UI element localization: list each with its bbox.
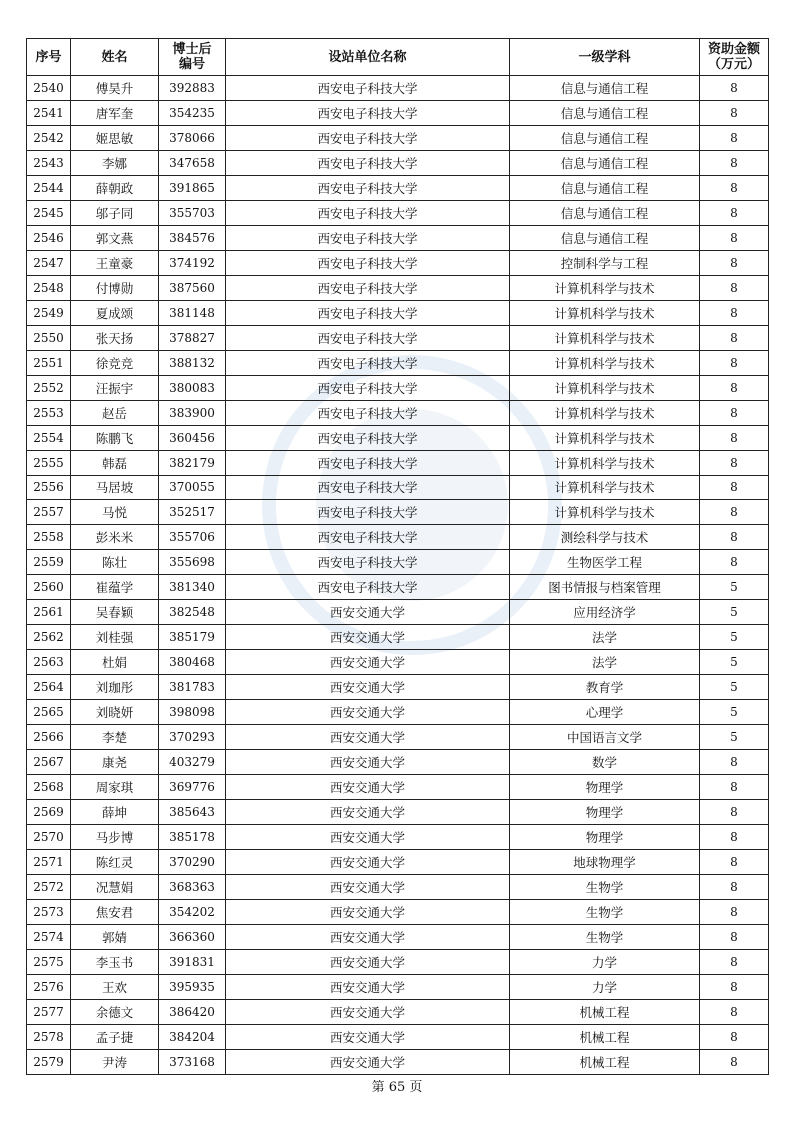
cell-seq: 2540 bbox=[27, 76, 71, 101]
cell-seq: 2557 bbox=[27, 500, 71, 525]
table-row bbox=[27, 775, 769, 800]
cell-discipline: 力学 bbox=[510, 974, 700, 999]
cell-unit: 西安交通大学 bbox=[226, 800, 510, 825]
table-row bbox=[27, 500, 769, 525]
cell-amount: 8 bbox=[700, 325, 769, 350]
cell-name: 杜娟 bbox=[71, 650, 159, 675]
cell-unit: 西安电子科技大学 bbox=[226, 225, 510, 250]
cell-discipline: 机械工程 bbox=[510, 999, 700, 1024]
cell-postdoc-id: 373168 bbox=[159, 1049, 226, 1074]
cell-postdoc-id: 385178 bbox=[159, 825, 226, 850]
cell-name: 徐竞竞 bbox=[71, 350, 159, 375]
cell-discipline: 计算机科学与技术 bbox=[510, 450, 700, 475]
cell-postdoc-id: 386420 bbox=[159, 999, 226, 1024]
cell-discipline: 计算机科学与技术 bbox=[510, 500, 700, 525]
cell-postdoc-id: 366360 bbox=[159, 924, 226, 949]
table-row bbox=[27, 375, 769, 400]
cell-seq: 2551 bbox=[27, 350, 71, 375]
cell-name: 郭婧 bbox=[71, 924, 159, 949]
cell-amount: 8 bbox=[700, 525, 769, 550]
cell-postdoc-id: 384576 bbox=[159, 225, 226, 250]
cell-postdoc-id: 391831 bbox=[159, 949, 226, 974]
cell-seq: 2565 bbox=[27, 700, 71, 725]
cell-seq: 2563 bbox=[27, 650, 71, 675]
cell-unit: 西安电子科技大学 bbox=[226, 400, 510, 425]
cell-amount: 8 bbox=[700, 775, 769, 800]
cell-name: 况慧娟 bbox=[71, 875, 159, 900]
cell-postdoc-id: 382179 bbox=[159, 450, 226, 475]
cell-name: 孟子捷 bbox=[71, 1024, 159, 1049]
cell-unit: 西安电子科技大学 bbox=[226, 200, 510, 225]
cell-postdoc-id: 387560 bbox=[159, 275, 226, 300]
cell-discipline: 地球物理学 bbox=[510, 850, 700, 875]
cell-seq: 2555 bbox=[27, 450, 71, 475]
table-row bbox=[27, 525, 769, 550]
cell-seq: 2560 bbox=[27, 575, 71, 600]
cell-seq: 2552 bbox=[27, 375, 71, 400]
cell-postdoc-id: 360456 bbox=[159, 425, 226, 450]
table-row bbox=[27, 700, 769, 725]
cell-discipline: 生物医学工程 bbox=[510, 550, 700, 575]
cell-name: 王欢 bbox=[71, 974, 159, 999]
cell-unit: 西安电子科技大学 bbox=[226, 100, 510, 125]
cell-discipline: 计算机科学与技术 bbox=[510, 400, 700, 425]
page-number: 第 65 页 bbox=[371, 1080, 423, 1095]
cell-unit: 西安交通大学 bbox=[226, 949, 510, 974]
table-row bbox=[27, 76, 769, 101]
cell-amount: 8 bbox=[700, 150, 769, 175]
header-amount-line1: 资助金额 bbox=[707, 42, 760, 57]
cell-unit: 西安交通大学 bbox=[226, 650, 510, 675]
table-row bbox=[27, 825, 769, 850]
cell-seq: 2548 bbox=[27, 275, 71, 300]
cell-name: 张天扬 bbox=[71, 325, 159, 350]
table-body bbox=[27, 76, 769, 1075]
table-row bbox=[27, 325, 769, 350]
cell-discipline: 教育学 bbox=[510, 675, 700, 700]
cell-seq: 2561 bbox=[27, 600, 71, 625]
cell-seq: 2558 bbox=[27, 525, 71, 550]
cell-discipline: 机械工程 bbox=[510, 1024, 700, 1049]
cell-name: 焦安君 bbox=[71, 899, 159, 924]
table-row bbox=[27, 475, 769, 500]
cell-unit: 西安电子科技大学 bbox=[226, 300, 510, 325]
cell-seq: 2550 bbox=[27, 325, 71, 350]
cell-discipline: 计算机科学与技术 bbox=[510, 475, 700, 500]
cell-name: 夏成颂 bbox=[71, 300, 159, 325]
table-row bbox=[27, 275, 769, 300]
cell-postdoc-id: 380468 bbox=[159, 650, 226, 675]
cell-unit: 西安交通大学 bbox=[226, 899, 510, 924]
cell-discipline: 信息与通信工程 bbox=[510, 175, 700, 200]
cell-seq: 2567 bbox=[27, 750, 71, 775]
table-row bbox=[27, 600, 769, 625]
cell-amount: 8 bbox=[700, 225, 769, 250]
table-row bbox=[27, 1049, 769, 1074]
cell-unit: 西安交通大学 bbox=[226, 750, 510, 775]
table-row bbox=[27, 400, 769, 425]
cell-name: 王童豪 bbox=[71, 250, 159, 275]
cell-name: 彭米米 bbox=[71, 525, 159, 550]
header-seq: 序号 bbox=[27, 39, 71, 76]
table-row bbox=[27, 350, 769, 375]
cell-seq: 2541 bbox=[27, 100, 71, 125]
table-row bbox=[27, 850, 769, 875]
table-row bbox=[27, 425, 769, 450]
table-row bbox=[27, 100, 769, 125]
cell-postdoc-id: 383900 bbox=[159, 400, 226, 425]
cell-name: 郭文燕 bbox=[71, 225, 159, 250]
cell-postdoc-id: 354202 bbox=[159, 899, 226, 924]
cell-seq: 2564 bbox=[27, 675, 71, 700]
cell-seq: 2579 bbox=[27, 1049, 71, 1074]
cell-discipline: 中国语言文学 bbox=[510, 725, 700, 750]
cell-amount: 8 bbox=[700, 875, 769, 900]
cell-unit: 西安电子科技大学 bbox=[226, 150, 510, 175]
cell-postdoc-id: 369776 bbox=[159, 775, 226, 800]
cell-seq: 2553 bbox=[27, 400, 71, 425]
cell-postdoc-id: 355703 bbox=[159, 200, 226, 225]
cell-postdoc-id: 385179 bbox=[159, 625, 226, 650]
cell-amount: 8 bbox=[700, 175, 769, 200]
cell-discipline: 生物学 bbox=[510, 924, 700, 949]
cell-postdoc-id: 378066 bbox=[159, 125, 226, 150]
cell-discipline: 测绘科学与技术 bbox=[510, 525, 700, 550]
table-row bbox=[27, 200, 769, 225]
cell-discipline: 计算机科学与技术 bbox=[510, 300, 700, 325]
table-row bbox=[27, 575, 769, 600]
header-amount bbox=[700, 39, 769, 76]
cell-postdoc-id: 370055 bbox=[159, 475, 226, 500]
cell-unit: 西安交通大学 bbox=[226, 700, 510, 725]
cell-discipline: 计算机科学与技术 bbox=[510, 275, 700, 300]
cell-seq: 2549 bbox=[27, 300, 71, 325]
cell-postdoc-id: 378827 bbox=[159, 325, 226, 350]
header-postdoc-id-line2: 编号 bbox=[178, 57, 205, 72]
header-name: 姓名 bbox=[71, 39, 159, 76]
cell-postdoc-id: 385643 bbox=[159, 800, 226, 825]
table-row bbox=[27, 999, 769, 1024]
cell-discipline: 法学 bbox=[510, 625, 700, 650]
cell-discipline: 生物学 bbox=[510, 899, 700, 924]
cell-amount: 8 bbox=[700, 999, 769, 1024]
cell-discipline: 计算机科学与技术 bbox=[510, 375, 700, 400]
cell-seq: 2569 bbox=[27, 800, 71, 825]
cell-name: 周家琪 bbox=[71, 775, 159, 800]
cell-name: 唐军奎 bbox=[71, 100, 159, 125]
cell-postdoc-id: 381148 bbox=[159, 300, 226, 325]
cell-unit: 西安交通大学 bbox=[226, 625, 510, 650]
cell-unit: 西安电子科技大学 bbox=[226, 575, 510, 600]
cell-unit: 西安电子科技大学 bbox=[226, 450, 510, 475]
cell-amount: 8 bbox=[700, 825, 769, 850]
cell-discipline: 控制科学与工程 bbox=[510, 250, 700, 275]
cell-discipline: 法学 bbox=[510, 650, 700, 675]
table-row bbox=[27, 225, 769, 250]
header-postdoc-id bbox=[159, 39, 226, 76]
cell-discipline: 物理学 bbox=[510, 825, 700, 850]
cell-postdoc-id: 381340 bbox=[159, 575, 226, 600]
cell-postdoc-id: 370293 bbox=[159, 725, 226, 750]
cell-postdoc-id: 380083 bbox=[159, 375, 226, 400]
table-row bbox=[27, 625, 769, 650]
cell-postdoc-id: 370290 bbox=[159, 850, 226, 875]
cell-unit: 西安电子科技大学 bbox=[226, 325, 510, 350]
cell-amount: 8 bbox=[700, 800, 769, 825]
cell-amount: 8 bbox=[700, 924, 769, 949]
cell-seq: 2554 bbox=[27, 425, 71, 450]
table-row bbox=[27, 899, 769, 924]
table-row bbox=[27, 725, 769, 750]
funding-table bbox=[26, 38, 769, 1075]
cell-discipline: 机械工程 bbox=[510, 1049, 700, 1074]
cell-discipline: 计算机科学与技术 bbox=[510, 425, 700, 450]
cell-name: 陈红灵 bbox=[71, 850, 159, 875]
cell-name: 吴春颖 bbox=[71, 600, 159, 625]
cell-seq: 2542 bbox=[27, 125, 71, 150]
table-row bbox=[27, 250, 769, 275]
cell-discipline: 信息与通信工程 bbox=[510, 100, 700, 125]
cell-name: 李楚 bbox=[71, 725, 159, 750]
table-row bbox=[27, 750, 769, 775]
cell-unit: 西安电子科技大学 bbox=[226, 76, 510, 101]
cell-postdoc-id: 355698 bbox=[159, 550, 226, 575]
cell-name: 傅昊升 bbox=[71, 76, 159, 101]
cell-unit: 西安交通大学 bbox=[226, 924, 510, 949]
cell-amount: 8 bbox=[700, 76, 769, 101]
cell-amount: 5 bbox=[700, 725, 769, 750]
cell-discipline: 信息与通信工程 bbox=[510, 225, 700, 250]
cell-amount: 8 bbox=[700, 1049, 769, 1074]
header-unit: 设站单位名称 bbox=[226, 39, 510, 76]
cell-unit: 西安电子科技大学 bbox=[226, 125, 510, 150]
cell-amount: 8 bbox=[700, 899, 769, 924]
cell-seq: 2545 bbox=[27, 200, 71, 225]
cell-postdoc-id: 388132 bbox=[159, 350, 226, 375]
cell-amount: 8 bbox=[700, 200, 769, 225]
table-row bbox=[27, 675, 769, 700]
cell-name: 马悦 bbox=[71, 500, 159, 525]
cell-discipline: 数学 bbox=[510, 750, 700, 775]
cell-name: 薛坤 bbox=[71, 800, 159, 825]
table-header-row bbox=[27, 39, 769, 76]
cell-unit: 西安电子科技大学 bbox=[226, 375, 510, 400]
table-row bbox=[27, 974, 769, 999]
cell-name: 刘晓妍 bbox=[71, 700, 159, 725]
cell-unit: 西安电子科技大学 bbox=[226, 550, 510, 575]
cell-name: 陈鹏飞 bbox=[71, 425, 159, 450]
cell-unit: 西安交通大学 bbox=[226, 1049, 510, 1074]
cell-name: 姬思敏 bbox=[71, 125, 159, 150]
cell-amount: 8 bbox=[700, 375, 769, 400]
cell-postdoc-id: 347658 bbox=[159, 150, 226, 175]
cell-discipline: 信息与通信工程 bbox=[510, 200, 700, 225]
cell-name: 余德文 bbox=[71, 999, 159, 1024]
table-row bbox=[27, 150, 769, 175]
cell-postdoc-id: 352517 bbox=[159, 500, 226, 525]
table-row bbox=[27, 949, 769, 974]
cell-amount: 8 bbox=[700, 450, 769, 475]
table-row bbox=[27, 924, 769, 949]
cell-name: 赵岳 bbox=[71, 400, 159, 425]
cell-name: 崔蕴学 bbox=[71, 575, 159, 600]
cell-amount: 8 bbox=[700, 974, 769, 999]
cell-discipline: 图书情报与档案管理 bbox=[510, 575, 700, 600]
cell-amount: 8 bbox=[700, 350, 769, 375]
cell-name: 马居坡 bbox=[71, 475, 159, 500]
cell-unit: 西安交通大学 bbox=[226, 850, 510, 875]
cell-seq: 2562 bbox=[27, 625, 71, 650]
cell-unit: 西安电子科技大学 bbox=[226, 250, 510, 275]
cell-postdoc-id: 382548 bbox=[159, 600, 226, 625]
cell-name: 刘桂强 bbox=[71, 625, 159, 650]
cell-unit: 西安电子科技大学 bbox=[226, 350, 510, 375]
cell-discipline: 信息与通信工程 bbox=[510, 125, 700, 150]
cell-seq: 2578 bbox=[27, 1024, 71, 1049]
table-row bbox=[27, 1024, 769, 1049]
cell-amount: 8 bbox=[700, 500, 769, 525]
cell-seq: 2577 bbox=[27, 999, 71, 1024]
table-row bbox=[27, 650, 769, 675]
table-row bbox=[27, 125, 769, 150]
cell-amount: 5 bbox=[700, 675, 769, 700]
cell-unit: 西安电子科技大学 bbox=[226, 475, 510, 500]
cell-postdoc-id: 391865 bbox=[159, 175, 226, 200]
cell-postdoc-id: 354235 bbox=[159, 100, 226, 125]
cell-unit: 西安交通大学 bbox=[226, 825, 510, 850]
cell-seq: 2547 bbox=[27, 250, 71, 275]
cell-unit: 西安交通大学 bbox=[226, 1024, 510, 1049]
cell-seq: 2575 bbox=[27, 949, 71, 974]
cell-discipline: 心理学 bbox=[510, 700, 700, 725]
table-row bbox=[27, 175, 769, 200]
cell-unit: 西安交通大学 bbox=[226, 725, 510, 750]
cell-name: 邬子同 bbox=[71, 200, 159, 225]
cell-name: 康尧 bbox=[71, 750, 159, 775]
cell-seq: 2576 bbox=[27, 974, 71, 999]
cell-amount: 8 bbox=[700, 100, 769, 125]
cell-amount: 5 bbox=[700, 575, 769, 600]
cell-discipline: 物理学 bbox=[510, 775, 700, 800]
cell-name: 马步博 bbox=[71, 825, 159, 850]
cell-unit: 西安交通大学 bbox=[226, 875, 510, 900]
cell-unit: 西安交通大学 bbox=[226, 600, 510, 625]
cell-amount: 8 bbox=[700, 125, 769, 150]
cell-seq: 2559 bbox=[27, 550, 71, 575]
cell-unit: 西安交通大学 bbox=[226, 999, 510, 1024]
cell-discipline: 信息与通信工程 bbox=[510, 76, 700, 101]
cell-unit: 西安电子科技大学 bbox=[226, 425, 510, 450]
cell-seq: 2556 bbox=[27, 475, 71, 500]
cell-name: 刘珈彤 bbox=[71, 675, 159, 700]
cell-amount: 8 bbox=[700, 1024, 769, 1049]
cell-discipline: 应用经济学 bbox=[510, 600, 700, 625]
cell-seq: 2574 bbox=[27, 924, 71, 949]
cell-seq: 2546 bbox=[27, 225, 71, 250]
cell-seq: 2572 bbox=[27, 875, 71, 900]
cell-unit: 西安电子科技大学 bbox=[226, 175, 510, 200]
cell-unit: 西安交通大学 bbox=[226, 974, 510, 999]
cell-seq: 2568 bbox=[27, 775, 71, 800]
cell-amount: 5 bbox=[700, 625, 769, 650]
header-amount-line2: （万元） bbox=[707, 57, 760, 72]
cell-amount: 8 bbox=[700, 475, 769, 500]
cell-amount: 8 bbox=[700, 400, 769, 425]
cell-amount: 8 bbox=[700, 550, 769, 575]
cell-name: 尹涛 bbox=[71, 1049, 159, 1074]
cell-postdoc-id: 403279 bbox=[159, 750, 226, 775]
cell-amount: 8 bbox=[700, 275, 769, 300]
cell-name: 陈壮 bbox=[71, 550, 159, 575]
cell-unit: 西安交通大学 bbox=[226, 775, 510, 800]
cell-seq: 2571 bbox=[27, 850, 71, 875]
cell-postdoc-id: 395935 bbox=[159, 974, 226, 999]
cell-name: 付博勋 bbox=[71, 275, 159, 300]
cell-unit: 西安电子科技大学 bbox=[226, 525, 510, 550]
table-row bbox=[27, 800, 769, 825]
cell-discipline: 计算机科学与技术 bbox=[510, 325, 700, 350]
table-row bbox=[27, 875, 769, 900]
cell-amount: 8 bbox=[700, 850, 769, 875]
cell-amount: 5 bbox=[700, 650, 769, 675]
cell-unit: 西安电子科技大学 bbox=[226, 275, 510, 300]
cell-name: 李娜 bbox=[71, 150, 159, 175]
cell-name: 李玉书 bbox=[71, 949, 159, 974]
cell-seq: 2573 bbox=[27, 899, 71, 924]
cell-amount: 5 bbox=[700, 600, 769, 625]
cell-postdoc-id: 368363 bbox=[159, 875, 226, 900]
cell-postdoc-id: 374192 bbox=[159, 250, 226, 275]
cell-name: 汪振宇 bbox=[71, 375, 159, 400]
cell-postdoc-id: 355706 bbox=[159, 525, 226, 550]
cell-unit: 西安电子科技大学 bbox=[226, 500, 510, 525]
cell-amount: 5 bbox=[700, 700, 769, 725]
cell-seq: 2570 bbox=[27, 825, 71, 850]
cell-unit: 西安交通大学 bbox=[226, 675, 510, 700]
cell-amount: 8 bbox=[700, 750, 769, 775]
header-postdoc-id-line1: 博士后 bbox=[172, 42, 212, 57]
cell-amount: 8 bbox=[700, 425, 769, 450]
cell-discipline: 计算机科学与技术 bbox=[510, 350, 700, 375]
cell-discipline: 信息与通信工程 bbox=[510, 150, 700, 175]
header-discipline: 一级学科 bbox=[510, 39, 700, 76]
cell-postdoc-id: 384204 bbox=[159, 1024, 226, 1049]
table-row bbox=[27, 450, 769, 475]
cell-seq: 2566 bbox=[27, 725, 71, 750]
cell-postdoc-id: 392883 bbox=[159, 76, 226, 101]
cell-seq: 2544 bbox=[27, 175, 71, 200]
cell-postdoc-id: 398098 bbox=[159, 700, 226, 725]
cell-name: 韩磊 bbox=[71, 450, 159, 475]
cell-discipline: 物理学 bbox=[510, 800, 700, 825]
table-row bbox=[27, 550, 769, 575]
cell-discipline: 生物学 bbox=[510, 875, 700, 900]
cell-amount: 8 bbox=[700, 300, 769, 325]
cell-name: 薛朝政 bbox=[71, 175, 159, 200]
cell-discipline: 力学 bbox=[510, 949, 700, 974]
cell-amount: 8 bbox=[700, 250, 769, 275]
cell-amount: 8 bbox=[700, 949, 769, 974]
cell-seq: 2543 bbox=[27, 150, 71, 175]
table-row bbox=[27, 300, 769, 325]
cell-postdoc-id: 381783 bbox=[159, 675, 226, 700]
